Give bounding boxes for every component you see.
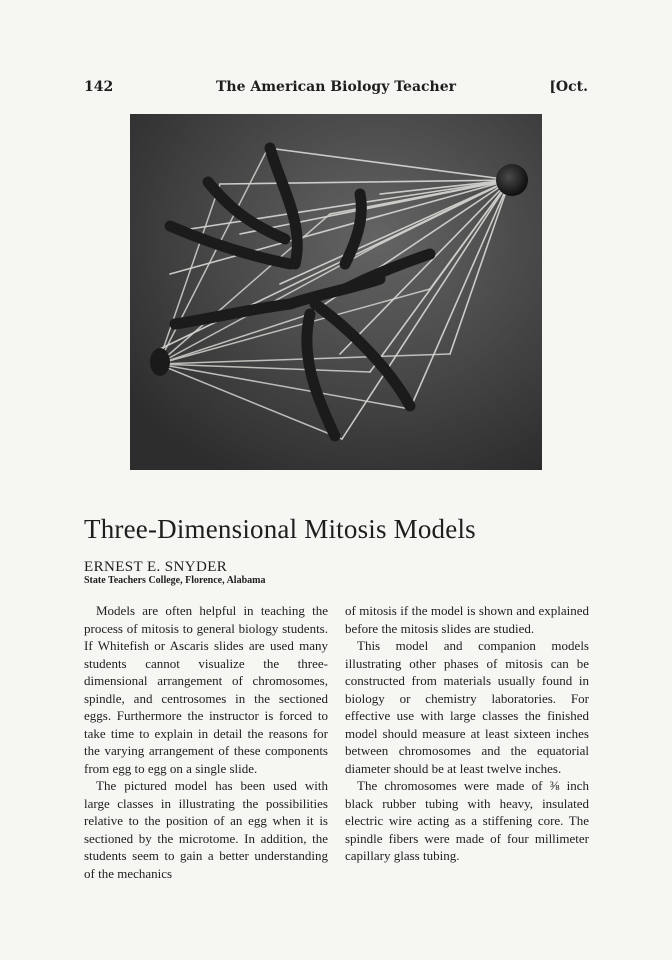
article-title: Three-Dimensional Mitosis Models [84,514,476,544]
paragraph: The pictured model has been used with large classes in illustrating the possibilities relative to the position of an egg when it is sectioned by the microtome. In addition, the students seem to gain a better understanding of the mechanics [84,778,328,881]
body-column-right [345,602,589,865]
mitosis-model-illustration [130,114,542,470]
paragraph: The chromosomes were made of ⅜ inch black rubber tubing with heavy, insulated electric wire acting as a stiffening core. The spindle fibers were made of four millimeter capillary glass tubing. [345,778,589,863]
paragraph: This model and companion models illustrating other phases of mitosis can be constructed from materials usually found in biology or chemistry laboratories. For effective use with large classes the finished model should measure at least sixteen inches between chromosomes and the equatorial diameter should be at least twelve inches. [345,638,589,776]
journal-title: The American Biology Teacher [215,79,457,95]
paragraph: Models are often helpful in teaching the process of mitosis to general biology students. If Whitefish or Ascaris slides are used many students cannot visualize the three-dimensional arrangement of chromosomes, spindle, and centrosomes in the sectioned eggs. Furthermore the instructor is forced to take time to explain in detail the reasons for the varying arrangement of these components from egg to egg on a single slide. [84,603,328,776]
paragraph: of mitosis if the model is shown and explained before the mitosis slides are studied. [345,603,589,636]
running-header [84,79,588,99]
mitosis-model-photo [130,114,542,470]
page-number: 142 [84,79,114,95]
centrosome-lower [150,348,170,376]
centrosome-upper [496,164,528,196]
author-name: ERNEST E. SNYDER [84,559,228,575]
author-affiliation: State Teachers College, Florence, Alabama [84,575,266,586]
issue-month: [Oct. [549,79,588,95]
body-column-left [84,602,328,882]
